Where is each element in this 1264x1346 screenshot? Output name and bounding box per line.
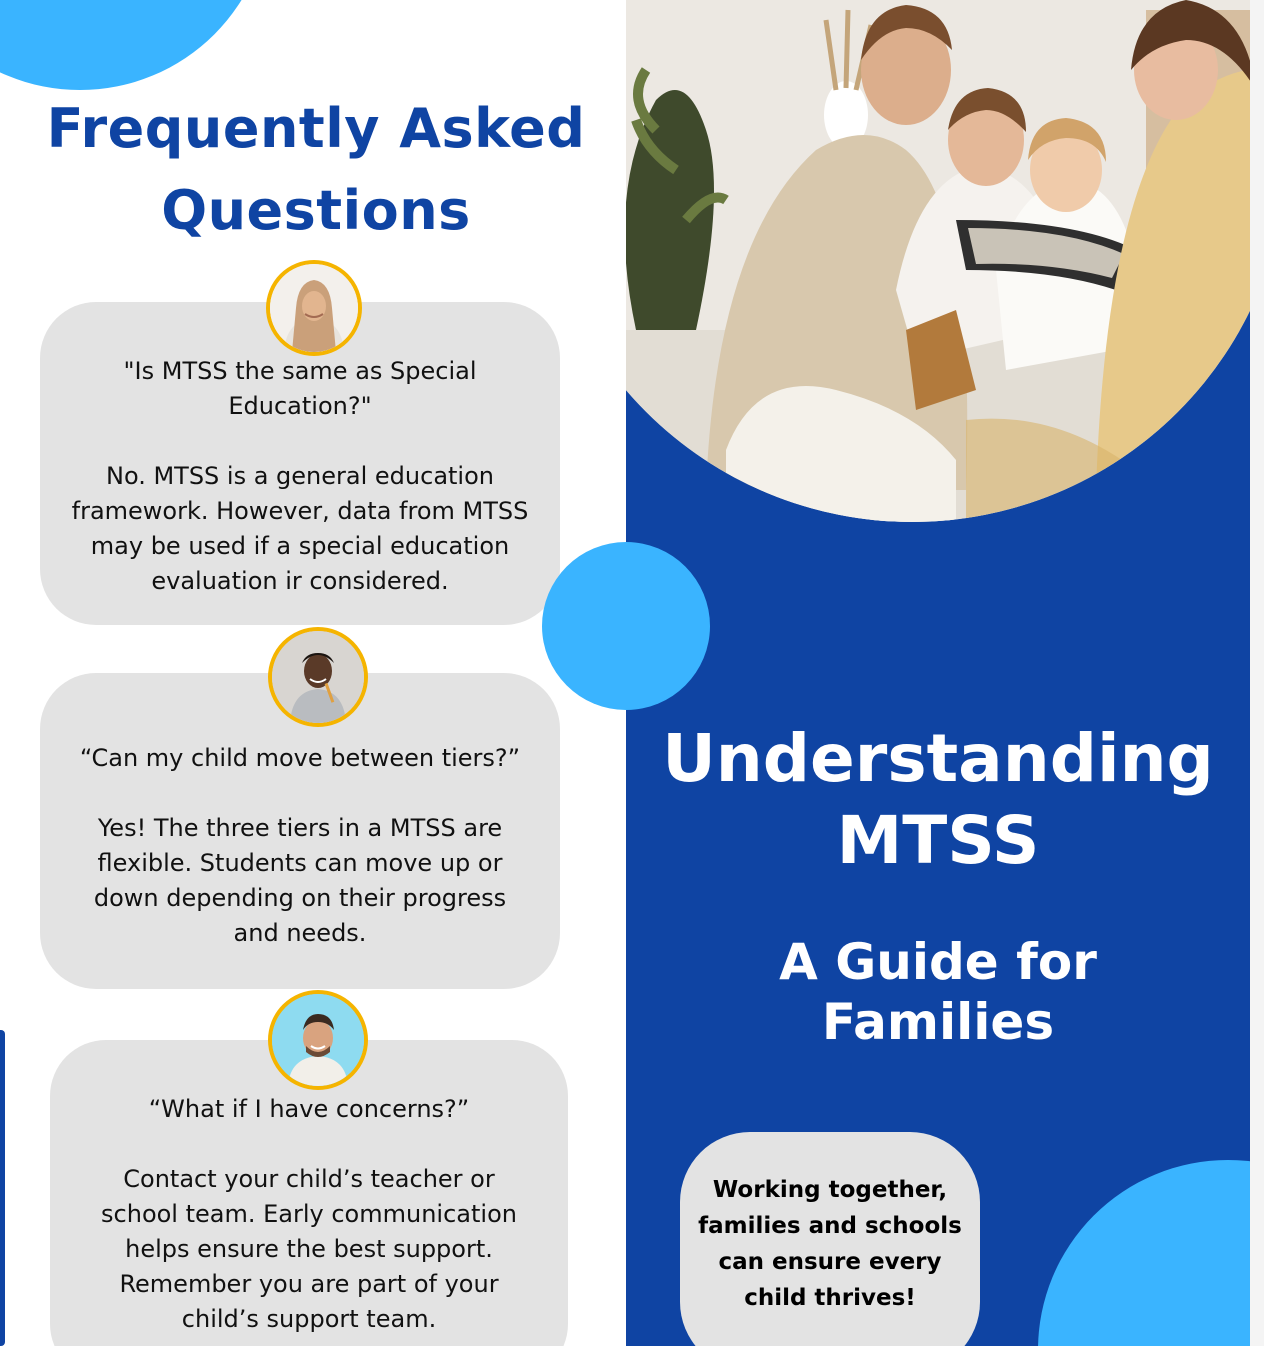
faq-title-line-1: Frequently Asked xyxy=(46,97,586,160)
tagline-line-4: child thrives! xyxy=(744,1285,916,1311)
faq-panel xyxy=(0,0,626,1346)
cover-panel xyxy=(626,0,1250,1346)
cover-subtitle-line-1: A Guide for xyxy=(779,933,1097,991)
cover-subtitle xyxy=(626,932,1250,1052)
tagline-bubble xyxy=(680,1132,980,1346)
faq-title-line-2: Questions xyxy=(161,179,471,242)
cover-title-line-2: MTSS xyxy=(836,802,1040,879)
faq-answer-3: Contact your child’s teacher or school team. Early communication helps ensure the best support. Remember you are part of your child’s support team. xyxy=(101,1165,517,1333)
tagline-line-2: families and schools xyxy=(698,1213,962,1239)
faq-question-3: “What if I have concerns?” xyxy=(148,1095,470,1123)
cover-title xyxy=(626,718,1250,882)
decorative-circle-top-left xyxy=(0,0,270,90)
faq-question-2: “Can my child move between tiers?” xyxy=(79,744,521,772)
faq-answer-2: Yes! The three tiers in a MTSS are flexible. Students can move up or down depending on their progress and needs. xyxy=(93,814,507,947)
faq-question-1: "Is MTSS the same as Special Education?" xyxy=(123,357,477,420)
cover-subtitle-line-2: Families xyxy=(821,993,1055,1051)
decorative-circle-middle xyxy=(542,542,710,710)
family-reading-photo-icon xyxy=(626,0,1250,522)
faq-title xyxy=(40,88,592,252)
child-avatar-icon xyxy=(268,627,368,727)
decorative-circle-bottom-right xyxy=(1038,1160,1250,1346)
tagline-line-3: can ensure every xyxy=(718,1249,942,1275)
cover-title-line-1: Understanding xyxy=(662,720,1214,797)
decorative-edge-bar xyxy=(0,1030,5,1346)
woman-hijab-avatar-icon xyxy=(266,260,362,356)
man-avatar-icon xyxy=(268,990,368,1090)
tagline-line-1: Working together, xyxy=(712,1177,948,1203)
page-right-margin xyxy=(1250,0,1264,1346)
faq-answer-1: No. MTSS is a general education framework. However, data from MTSS may be used if a special education evaluation ir considered. xyxy=(71,462,529,595)
